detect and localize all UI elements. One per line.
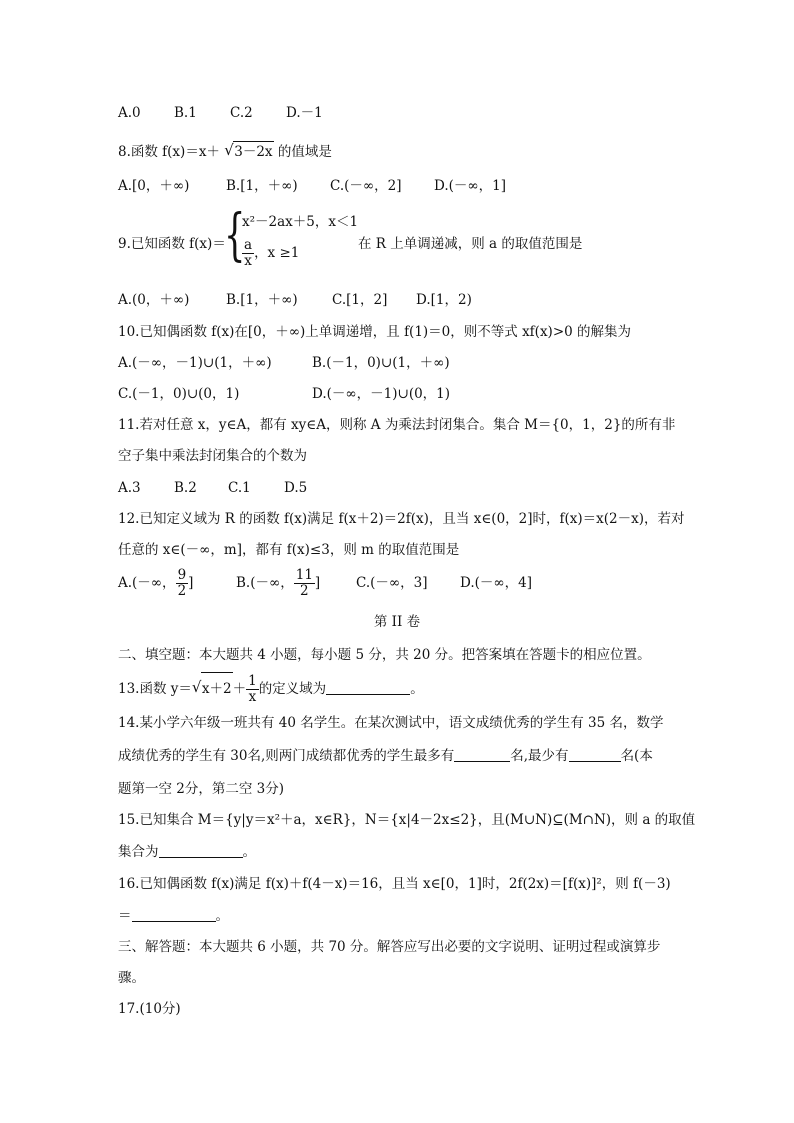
q10-options-row2	[118, 384, 450, 404]
q8-stem	[118, 141, 332, 162]
q11-option-b: B.2	[174, 480, 197, 496]
q7-option-d: D.－1	[286, 105, 323, 121]
q11-stem-line2: 空子集中乘法封闭集合的个数为	[118, 448, 307, 464]
q9-option-a: A.(0，＋∞)	[118, 292, 190, 308]
q14-answer-blank-2[interactable]	[569, 747, 621, 762]
q11-option-a: A.3	[118, 480, 141, 496]
q14-line2-c: 名(本	[620, 748, 653, 764]
q13-suffix: 的定义域为	[258, 681, 327, 697]
q16-answer-blank[interactable]	[132, 907, 216, 922]
q11-option-d: D.5	[284, 480, 308, 496]
q9-option-d: D.[1，2)	[416, 292, 472, 308]
q9-case2	[242, 238, 299, 269]
q8-prefix: 8.函数 f(x)＝x＋	[118, 144, 220, 160]
q14-line1: 14.某小学六年级一班共有 40 名学生。在某次测试中，语文成绩优秀的学生有 35 名，数学	[118, 715, 664, 731]
q12-option-b	[236, 568, 356, 599]
q12-option-a-num: 9	[177, 567, 187, 583]
q14-answer-blank-1[interactable]	[454, 747, 510, 762]
q8-option-d: D.(－∞，1]	[434, 178, 507, 194]
q8-sqrt: √ 3－2x	[224, 141, 273, 160]
q10-options-row1	[118, 353, 450, 373]
q17-title: 17.(10分)	[118, 1001, 181, 1017]
q14-line3: 题第一空 2分，第二空 3分)	[118, 781, 285, 797]
q8-options	[118, 176, 506, 196]
q9-case2-frac	[242, 238, 254, 269]
section2-header: 二、填空题：本大题共 4 小题，每小题 5 分，共 20 分。把答案填在答题卡的相应位置。	[118, 647, 651, 663]
q12-option-b-post: ]	[314, 575, 321, 591]
section3-header-line2: 骤。	[118, 970, 145, 986]
q16-line2	[118, 906, 229, 926]
q11-option-c: C.1	[228, 480, 251, 496]
q13-answer-blank[interactable]	[326, 680, 410, 695]
q12-option-b-frac	[294, 568, 315, 599]
q15-end: 。	[242, 844, 256, 860]
q16-line1: 16.已知偶函数 f(x)满足 f(x)＋f(4－x)＝16，且当 x∈[0，1]时，2f(2x)＝[f(x)]²，则 f(－3)	[118, 876, 671, 892]
q14-line2-a: 成绩优秀的学生有 30名,则两门成绩都优秀的学生最多有	[118, 748, 455, 764]
q9-case2-den: x	[244, 253, 252, 269]
q9-case1: x²－2ax＋5，x＜1	[242, 214, 359, 230]
q9-suffix: 在 R 上单调递减，则 a 的取值范围是	[358, 236, 583, 252]
q16-line2-pre: ＝	[118, 908, 132, 924]
q9-option-b: B.[1，＋∞)	[226, 292, 298, 308]
q12-option-a	[118, 568, 236, 599]
q13-frac	[246, 674, 259, 705]
q11-options	[118, 478, 307, 498]
q13-frac-num: 1	[248, 673, 257, 689]
q14-line2	[118, 746, 653, 766]
q15-answer-blank[interactable]	[159, 843, 243, 858]
q7-option-c: C.2	[230, 105, 253, 121]
section2-title: 第 II 卷	[373, 614, 421, 630]
q12-option-b-num: 11	[295, 567, 313, 583]
q12-option-a-pre: A.(－∞，	[118, 575, 176, 591]
q10-option-d: D.(－∞，－1)∪(0，1)	[312, 386, 451, 402]
q14-line2-b: 名,最少有	[510, 748, 569, 764]
q12-option-a-post: ]	[188, 575, 194, 591]
q11-stem-line1: 11.若对任意 x，y∈A，都有 xy∈A，则称 A 为乘法封闭集合。集合 M＝{0，1，2}的所有非	[118, 417, 676, 433]
q12-options	[118, 568, 532, 599]
q15-line2	[118, 842, 256, 862]
q12-option-a-frac	[176, 568, 189, 599]
q10-option-a: A.(－∞，－1)∪(1，＋∞)	[118, 355, 272, 371]
q8-radicand: 3－2x	[233, 141, 273, 162]
q13-radicand: x＋2	[201, 672, 233, 705]
q10-stem: 10.已知偶函数 f(x)在[0，＋∞)上单调递增，且 f(1)＝0，则不等式 xf(x)>0 的解集为	[118, 324, 632, 340]
q9-case2-num: a	[244, 237, 253, 253]
q8-suffix: 的值域是	[277, 144, 332, 160]
q8-option-a: A.[0，＋∞)	[118, 178, 190, 194]
q12-stem-line1: 12.已知定义域为 R 的函数 f(x)满足 f(x＋2)＝2f(x)，且当 x∈(0，2]时，f(x)＝x(2－x)，若对	[118, 511, 685, 527]
q15-line1: 15.已知集合 M＝{y|y＝x²＋a，x∈R}，N＝{x|4－2x≤2}，且(M∪N)⊆(M∩N)，则 a 的取值	[118, 812, 696, 828]
q9-options	[118, 290, 472, 310]
q13-stem	[118, 672, 424, 705]
q10-option-c: C.(－1，0)∪(0，1)	[118, 386, 240, 402]
q12-option-b-den: 2	[300, 583, 309, 599]
q9-brace: {	[224, 203, 246, 268]
q9-prefix: 9.已知函数 f(x)＝	[118, 236, 226, 252]
q7-option-a: A.0	[118, 105, 141, 121]
q13-frac-den: x	[248, 689, 257, 705]
q12-option-d: D.(－∞，4]	[460, 575, 533, 591]
q10-option-b: B.(－1，0)∪(1，＋∞)	[312, 355, 450, 371]
q7-option-b: B.1	[174, 105, 197, 121]
q7-options	[118, 103, 323, 123]
q13-end: 。	[410, 681, 424, 697]
q9-option-c: C.[1，2]	[332, 292, 388, 308]
q15-line2-text: 集合为	[118, 844, 159, 860]
q13-sqrt: √ x＋2	[192, 672, 233, 705]
q9-case2-cond: ，x ≥1	[254, 245, 300, 261]
q16-end: 。	[215, 908, 229, 924]
q13-plus: ＋	[232, 681, 247, 697]
q8-option-b: B.[1，＋∞)	[226, 178, 298, 194]
q12-option-c: C.(－∞，3]	[356, 575, 428, 591]
section3-header-line1: 三、解答题：本大题共 6 小题，共 70 分。解答应写出必要的文字说明、证明过程或演算步	[118, 939, 661, 955]
q13-prefix: 13.函数 y＝	[118, 681, 192, 697]
q12-option-b-pre: B.(－∞，	[236, 575, 294, 591]
q8-option-c: C.(－∞，2]	[330, 178, 402, 194]
q12-option-a-den: 2	[177, 583, 187, 599]
q12-stem-line2: 任意的 x∈(－∞，m]，都有 f(x)≤3，则 m 的取值范围是	[118, 542, 460, 558]
